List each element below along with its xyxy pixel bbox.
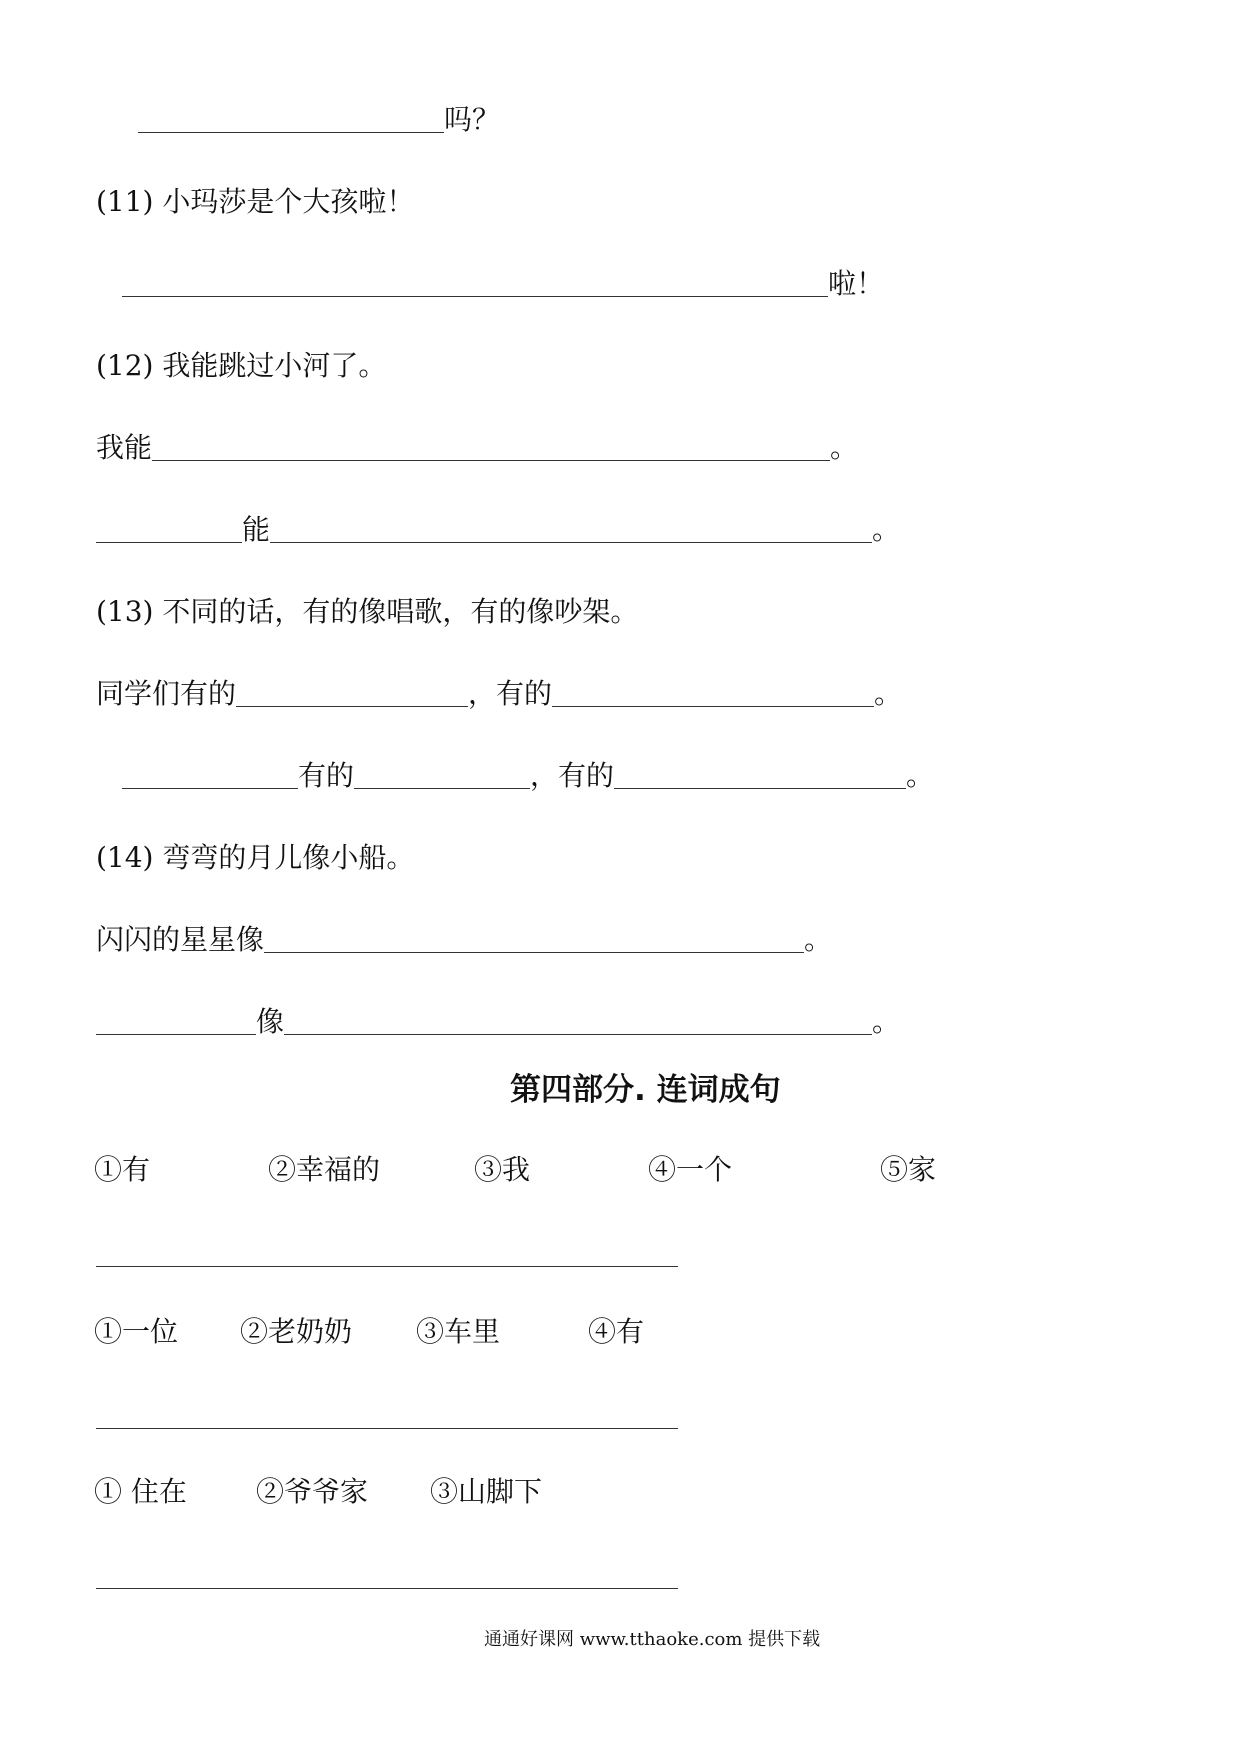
answer-blank[interactable] [96,512,242,543]
answer-blank[interactable] [284,1004,872,1035]
q13-answer-line-2 [122,756,934,796]
q11-prompt [96,182,414,222]
footer-credit: 通通好课网 www.tthaoke.com 提供下载 [484,1629,821,1650]
q12-line1-end: 。 [830,431,859,464]
answer-blank[interactable] [152,430,830,461]
word-item: ④一个 [648,1153,733,1186]
answer-blank[interactable] [354,758,530,789]
q13-line1-mid: ，有的 [468,677,553,710]
q13-line1-start: 同学们有的 [96,677,237,710]
q14-line1-start: 闪闪的星星像 [96,923,265,956]
set2-answer-line [96,1396,678,1436]
q12-line1-start: 我能 [96,431,153,464]
q13-prompt-text: (13) 不同的话，有的像唱歌，有的像吵架。 [96,595,639,628]
word-item: ③车里 [416,1315,501,1348]
word-item: ②爷爷家 [256,1475,369,1508]
answer-blank[interactable] [270,512,872,543]
q10-answer-line [138,100,500,140]
answer-blank[interactable] [96,1398,678,1429]
q13-line1-end: 。 [874,677,903,710]
word-item: ①有 [94,1153,151,1186]
q14-prompt [96,838,414,878]
q12-prompt [96,346,386,386]
word-item: ① 住在 [94,1475,187,1508]
q12-line2-end: 。 [872,513,901,546]
q11-end-text: 啦！ [828,267,885,300]
set1-answer-line [96,1234,678,1274]
q14-answer-line-2 [96,1002,900,1042]
q12-answer-line-1 [96,428,858,468]
q13-line2-mid1: 有的 [298,759,355,792]
answer-blank[interactable] [138,102,444,133]
q10-end-text: 吗？ [444,103,501,136]
answer-blank[interactable] [614,758,906,789]
q14-answer-line-1 [96,920,832,960]
section-heading: 第四部分. 连词成句 [510,1072,781,1108]
q13-answer-line-1 [96,674,902,714]
word-item: ②幸福的 [268,1153,381,1186]
q14-prompt-text: (14) 弯弯的月儿像小船。 [96,841,415,874]
answer-blank[interactable] [264,922,804,953]
answer-blank[interactable] [122,266,828,297]
q13-line2-mid2: ，有的 [530,759,615,792]
q11-answer-line [122,264,884,304]
q12-line2-mid: 能 [242,513,271,546]
word-item: ①一位 [94,1315,179,1348]
q13-line2-end: 。 [906,759,935,792]
word-item: ④有 [588,1315,645,1348]
q12-prompt-text: (12) 我能跳过小河了。 [96,349,387,382]
answer-blank[interactable] [236,676,468,707]
word-item: ⑤家 [880,1153,937,1186]
word-item: ②老奶奶 [240,1315,353,1348]
answer-blank[interactable] [96,1558,678,1589]
answer-blank[interactable] [96,1004,256,1035]
q11-prompt-text: (11) 小玛莎是个大孩啦！ [96,185,415,218]
answer-blank[interactable] [96,1236,678,1267]
answer-blank[interactable] [122,758,298,789]
q14-line2-mid: 像 [256,1005,285,1038]
set3-answer-line [96,1556,678,1596]
q14-line2-end: 。 [872,1005,901,1038]
q14-line1-end: 。 [804,923,833,956]
word-item: ③山脚下 [430,1475,543,1508]
q12-answer-line-2 [96,510,900,550]
word-item: ③我 [474,1153,531,1186]
answer-blank[interactable] [552,676,874,707]
q13-prompt [96,592,638,632]
